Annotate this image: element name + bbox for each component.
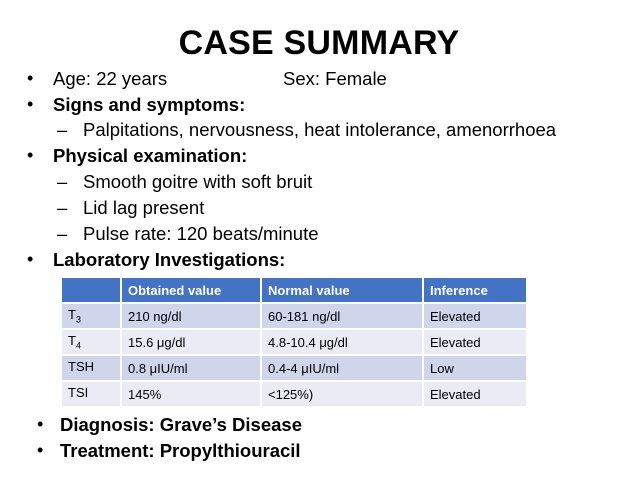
cell-test: TSI [62,381,121,406]
cell-inference: Elevated [423,303,526,329]
header-cell-test [62,278,121,303]
table-row [62,329,526,355]
bullet-diagnosis [34,412,614,438]
cell-normal: <125%) [261,381,423,406]
bullet-icon: • [27,68,34,88]
header-cell-normal: Normal value [261,278,423,303]
dash-icon: – [57,170,68,192]
cell-obtained: 145% [121,381,261,406]
bullet-signs-heading [24,92,624,118]
header-cell-obtained: Obtained value [121,278,261,303]
header-cell-inference: Inference [423,278,526,303]
bullet-icon: • [37,414,44,434]
treatment-text: Treatment: Propylthiouracil [60,439,301,461]
exam-item-text: Lid lag present [83,196,205,218]
bullet-age-sex [24,66,624,92]
diagnosis-text: Diagnosis: Grave’s Disease [60,414,302,435]
cell-test: $T_4$ [62,329,121,355]
signs-item-text: Palpitations, nervousness, heat intolerance, amenorrhoea [83,119,557,140]
exam-item-text: Smooth goitre with soft bruit [83,170,313,192]
bullet-exam-heading [24,143,624,169]
cell-inference: Elevated [423,381,526,406]
bullet-treatment [34,438,614,464]
dash-icon: – [57,222,68,244]
exam-heading: Physical examination: [53,145,248,166]
exam-item-text: Pulse rate: 120 beats/minute [83,222,319,244]
exam-item [24,195,624,221]
lab-results-table [62,278,526,406]
table-row [62,355,526,381]
sex-text: Sex: Female [283,68,387,89]
bullet-icon: • [27,145,34,165]
table-header-row [62,278,526,303]
case-details [24,66,624,272]
cell-inference: Low [423,355,526,381]
cell-test: $T_3$ [62,303,121,329]
cell-obtained: 210 ng/dl [121,303,261,329]
lab-heading: Laboratory Investigations: [53,248,286,270]
signs-heading: Signs and symptoms: [53,93,246,115]
conclusion [34,412,614,463]
cell-normal: 4.8-10.4 μg/dl [261,329,423,355]
cell-obtained: 15.6 μg/dl [121,329,261,355]
bullet-lab-heading [24,247,624,273]
cell-inference: Elevated [423,329,526,355]
bullet-icon: • [27,93,34,114]
cell-test: TSH [62,355,121,381]
bullet-icon: • [27,248,34,269]
cell-normal: 0.4-4 μIU/ml [261,355,423,381]
table-row [62,303,526,329]
bullet-icon: • [37,439,44,460]
cell-normal: 60-181 ng/dl [261,303,423,329]
cell-obtained: 0.8 μIU/ml [121,355,261,381]
table-row [62,381,526,406]
signs-item [24,117,624,143]
exam-item [24,169,624,195]
age-text: Age: 22 years [53,68,168,89]
dash-icon: – [57,196,68,218]
exam-item [24,221,624,247]
slide-title: CASE SUMMARY [178,24,460,62]
dash-icon: – [57,119,68,140]
